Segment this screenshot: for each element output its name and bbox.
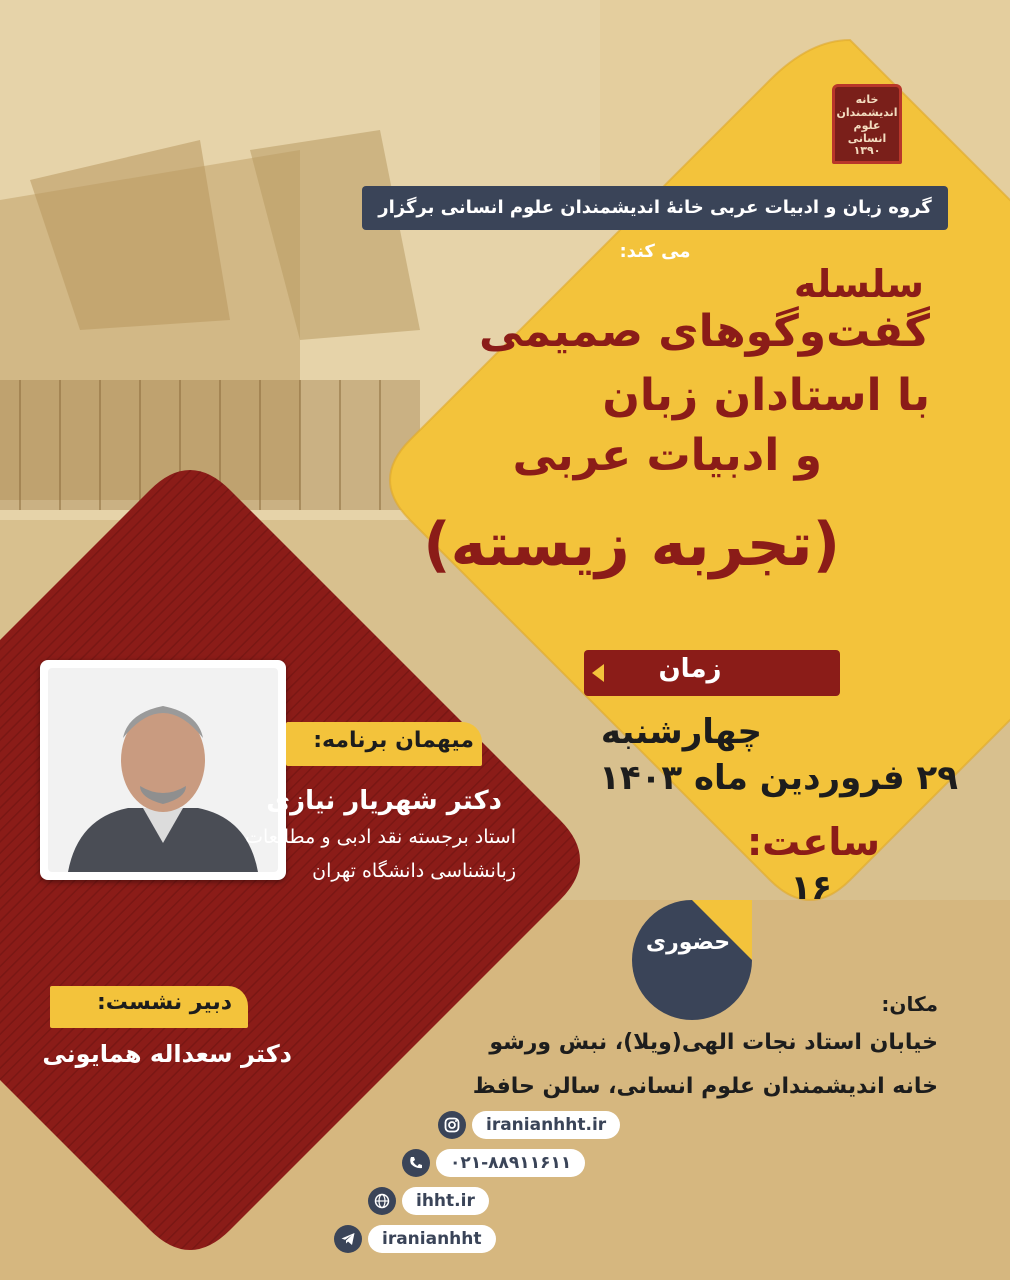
logo-line-2: اندیشمندان — [836, 106, 898, 119]
guest-name: دکتر شهریار نیازی — [266, 786, 502, 816]
title-series: سلسله — [793, 262, 924, 306]
contact-website[interactable] — [368, 1184, 489, 1218]
guest-title-line-2: زبانشناسی دانشگاه تهران — [312, 860, 516, 882]
guest-title-line-1: استاد برجسته نقد ادبی و مطالعات — [245, 826, 516, 848]
logo-line-3: علوم انسانی — [847, 119, 887, 145]
event-hour: ۱۶ — [790, 868, 832, 908]
title-line-3: با استادان زبان — [602, 370, 930, 421]
telegram-handle[interactable]: iranianhht — [368, 1225, 496, 1253]
instagram-icon — [438, 1111, 466, 1139]
instagram-handle[interactable]: iranianhht.ir — [472, 1111, 620, 1139]
guest-label: میهمان برنامه: — [313, 728, 474, 753]
event-date: ۲۹ فروردین ماه ۱۴۰۳ — [599, 758, 958, 798]
institution-logo — [832, 84, 902, 164]
title-line-2: گفت‌وگوهای صمیمی — [478, 306, 930, 357]
moderator-name: دکتر سعداله همایونی — [42, 1040, 292, 1068]
in-person-badge — [626, 894, 758, 1026]
contact-instagram[interactable] — [438, 1108, 620, 1142]
contact-telegram[interactable] — [334, 1222, 496, 1256]
location-label: مکان: — [881, 992, 938, 1016]
hour-label: ساعت: — [746, 820, 880, 864]
time-label: زمان — [658, 654, 722, 684]
logo-year: ۱۳۹۰ — [853, 144, 881, 157]
guest-portrait — [48, 668, 278, 872]
website-url[interactable]: ihht.ir — [402, 1187, 489, 1215]
contact-phone[interactable] — [402, 1146, 585, 1180]
location-line-1: خیابان استاد نجات الهی(ویلا)، نبش ورشو — [489, 1030, 938, 1055]
globe-icon — [368, 1187, 396, 1215]
telegram-icon — [334, 1225, 362, 1253]
in-person-label: حضوری — [645, 930, 731, 955]
organizer-banner: گروه زبان و ادبیات عربی خانۀ اندیشمندان علوم انسانی برگزار می کند: — [362, 186, 948, 230]
location-line-2: خانه اندیشمندان علوم انسانی، سالن حافظ — [472, 1074, 938, 1099]
phone-icon — [402, 1149, 430, 1177]
event-day: چهارشنبه — [600, 712, 762, 752]
phone-number[interactable]: ۰۲۱-۸۸۹۱۱۶۱۱ — [436, 1149, 585, 1177]
logo-line-1: خانه — [855, 93, 879, 106]
moderator-label: دبیر نشست: — [97, 990, 232, 1015]
title-line-4: و ادبیات عربی — [512, 430, 822, 481]
title-subtitle: (تجربه زیسته) — [423, 510, 840, 580]
